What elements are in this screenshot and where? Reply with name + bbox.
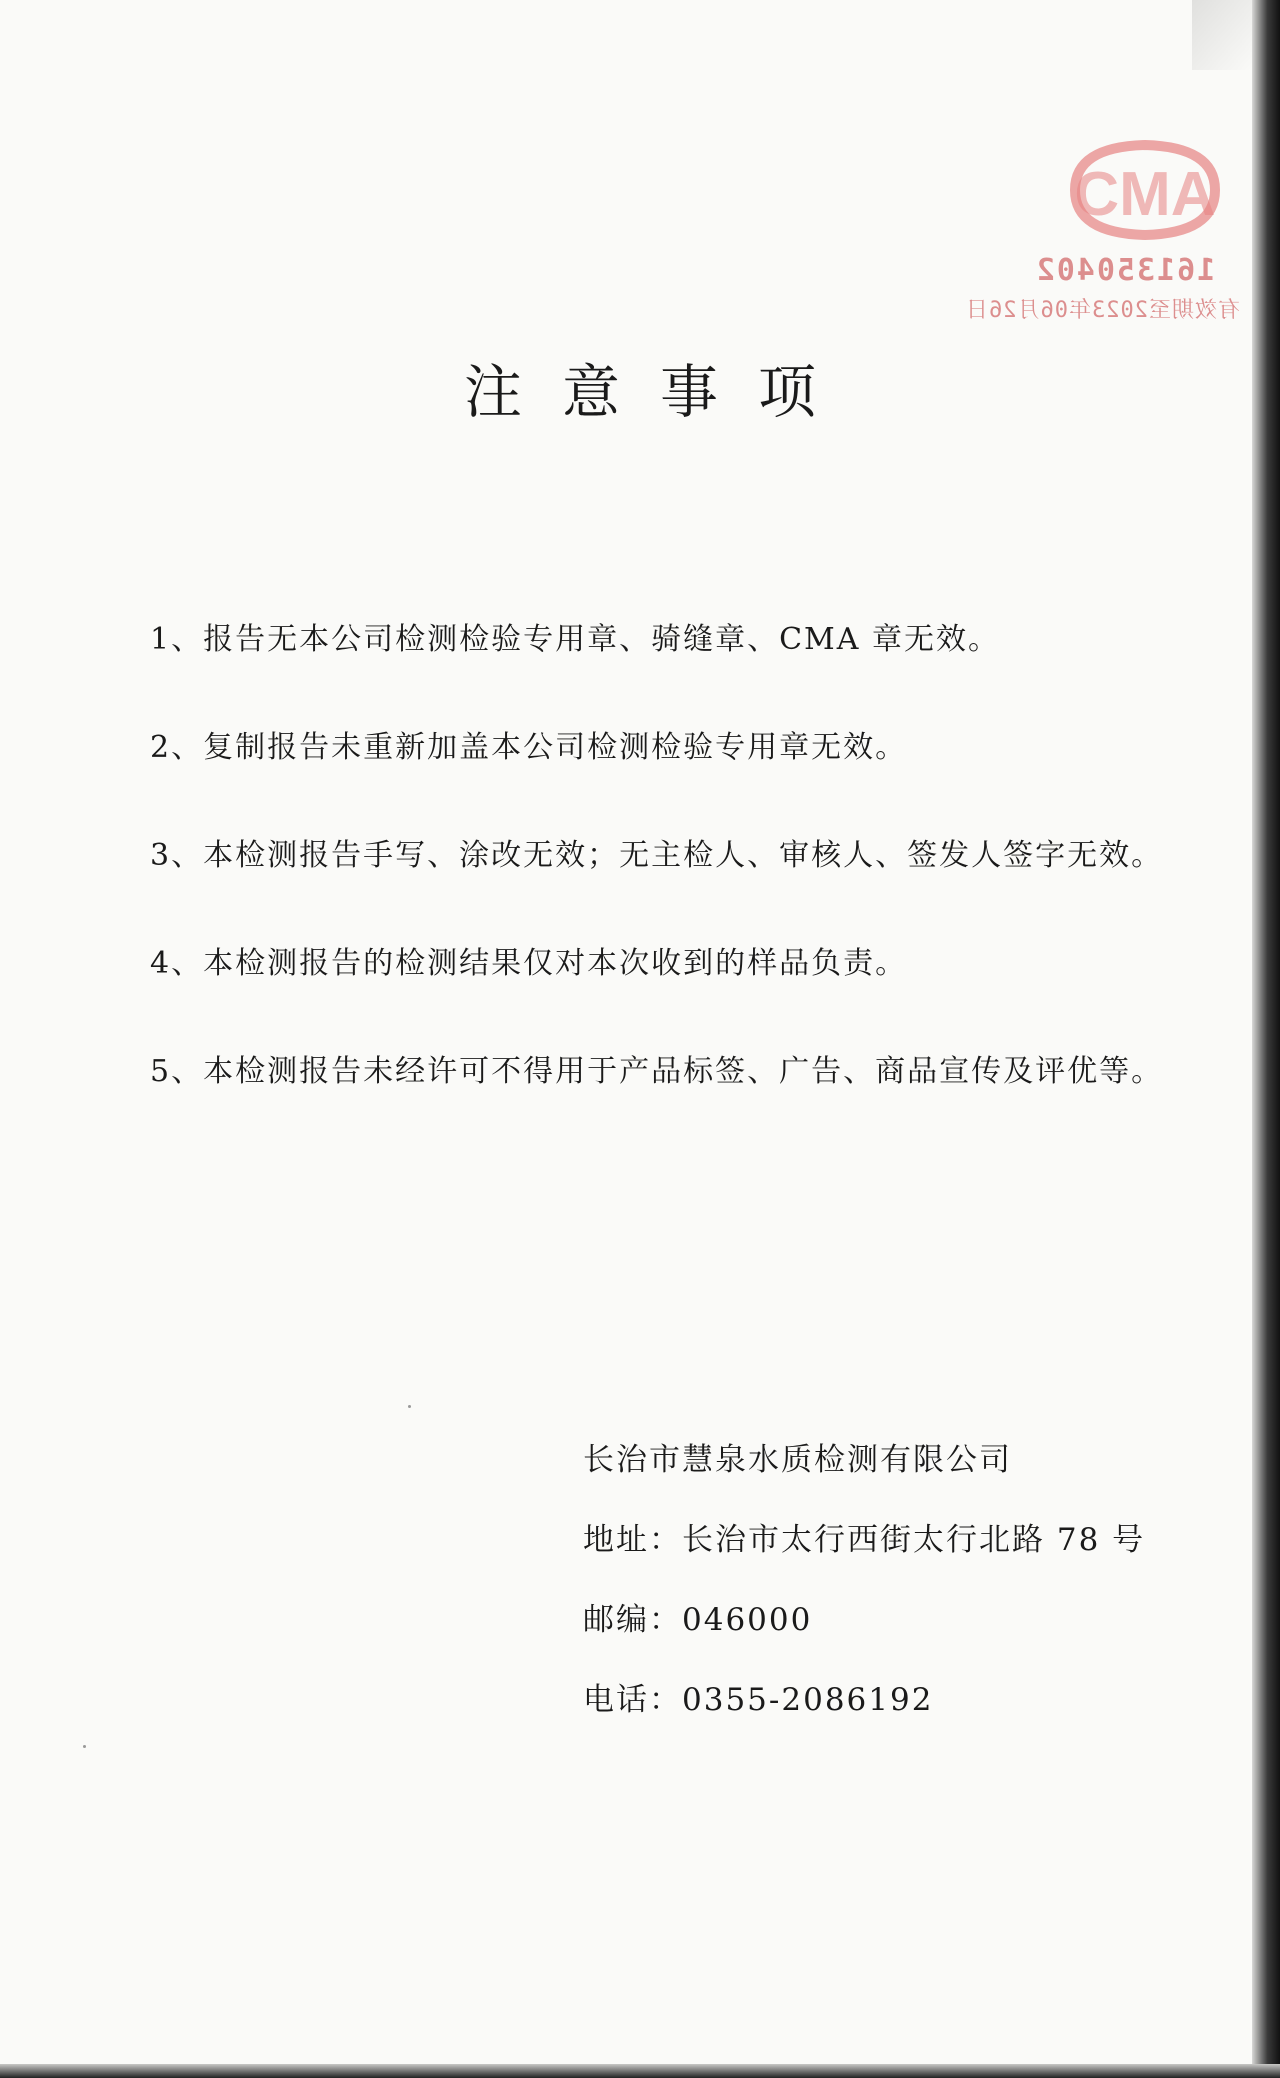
company-name: 长治市慧泉水质检测有限公司 [583, 1442, 1012, 1478]
cma-stamp [965, 135, 1240, 335]
scanner-edge-bottom [0, 2064, 1280, 2078]
note-item: 2、复制报告未重新加盖本公司检测检验专用章无效。 [150, 730, 908, 765]
stamp-validity-date: 有效期至2023年06月26日 [965, 298, 1240, 323]
note-item: 4、本检测报告的检测结果仅对本次收到的样品负责。 [150, 946, 908, 981]
page-title: 注意事项 [463, 358, 856, 426]
stamp-certificate-code: 161350402 [1034, 253, 1216, 288]
company-info [583, 1440, 1203, 1760]
cma-logo-text: CMA [1074, 160, 1216, 229]
company-address: 地址：长治市太行西街太行北路 78 号 [583, 1522, 1146, 1558]
note-item: 5、本检测报告未经许可不得用于产品标签、广告、商品宣传及评优等。 [150, 1054, 1164, 1089]
note-item: 1、报告无本公司检测检验专用章、骑缝章、CMA 章无效。 [150, 622, 1000, 657]
scan-speck [83, 1745, 86, 1748]
cma-logo-icon [1065, 135, 1225, 245]
company-postcode: 邮编：046000 [583, 1602, 813, 1638]
notes-list [150, 620, 1170, 1160]
page-corner-shadow [1192, 0, 1252, 70]
note-item: 3、本检测报告手写、涂改无效；无主检人、审核人、签发人签字无效。 [150, 838, 1164, 873]
company-phone: 电话：0355-2086192 [583, 1682, 934, 1718]
scanner-edge-right [1252, 0, 1280, 2078]
scan-speck [408, 1405, 411, 1408]
